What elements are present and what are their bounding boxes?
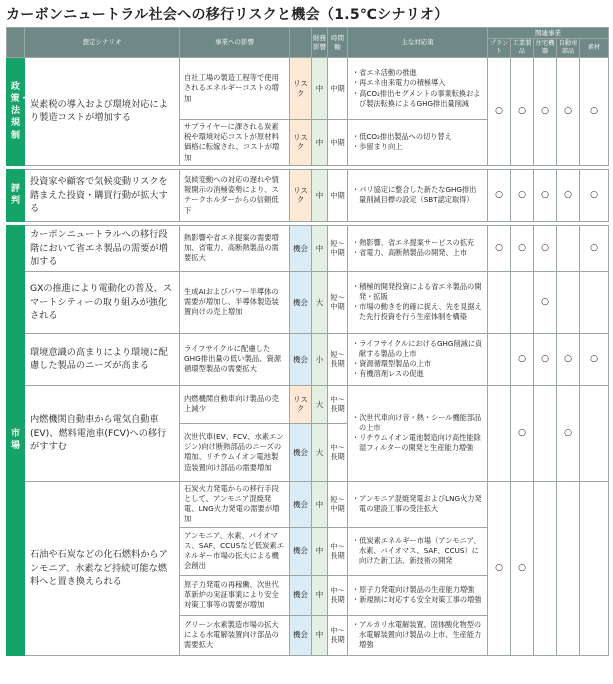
- kind-cell: リスク: [290, 385, 312, 423]
- mark: ○: [511, 169, 534, 221]
- header-jutaku: 住宅機器: [534, 39, 557, 58]
- mark-empty: [488, 271, 511, 333]
- scenario-cell: 環境意識の高まりにより環境に配慮した製品のニーズが高まる: [25, 333, 180, 385]
- kind-cell: 機会: [290, 333, 312, 385]
- kind-cell: 機会: [290, 575, 312, 615]
- table-row: [7, 333, 609, 385]
- kind-cell: 機会: [290, 271, 312, 333]
- mark: ○: [511, 481, 534, 655]
- measures-cell: ・アンモニア混焼発電およびLNG火力発電の建設工事の受注拡大: [348, 481, 488, 527]
- scenario-cell: 石油や石炭などの化石燃料からアンモニア、水素など持続可能な燃料へと置き換えられる: [25, 481, 180, 655]
- kind-cell: 機会: [290, 481, 312, 527]
- mark-empty: [534, 385, 557, 481]
- measures-cell: ・次世代車向け音・熱・シール機能部品の上市 ・リチウムイオン電池製造向け高性能除湿フィルターの開発と生産能力増強: [348, 385, 488, 481]
- term-cell: 中～長期: [328, 575, 348, 615]
- measures-cell: ・積極的開発投資による省エネ製品の開発・拡販 ・市場の動きを的確に捉え、先を見据えた先行投資を行う生産体制を構築: [348, 271, 488, 333]
- category-policy: 政策・法規制: [7, 58, 25, 166]
- table-row: [7, 58, 609, 120]
- impact-cell: 生成AIおよびパワー半導体の需要が増加し、半導体製造装置向けの売上増加: [180, 271, 290, 333]
- impact-cell: 自社工場の製造工程等で使用されるエネルギーコストの増加: [180, 58, 290, 120]
- mark: ○: [511, 333, 534, 385]
- scenario-cell: 炭素税の導入および環境対応により製造コストが増加する: [25, 58, 180, 166]
- impact-cell: 石炭火力発電からの移行手段として、アンモニア混焼発電、LNG火力発電の需要が増加: [180, 481, 290, 527]
- size-cell: 大: [312, 271, 328, 333]
- size-cell: 中: [312, 527, 328, 575]
- mark: ○: [557, 333, 580, 385]
- impact-cell: 気候変動への対応の遅れや情報開示の消極姿勢により、ステークホルダーからの信頼低下: [180, 169, 290, 221]
- impact-cell: グリーン水素製造市場の拡大による水電解装置向け部品の需要拡大: [180, 615, 290, 655]
- term-cell: 短～中期: [328, 481, 348, 527]
- mark: ○: [580, 333, 609, 385]
- header-blank: [7, 28, 25, 58]
- term-cell: 中～長期: [328, 527, 348, 575]
- size-cell: 小: [312, 333, 328, 385]
- size-cell: 中: [312, 225, 328, 271]
- mark-empty: [557, 481, 580, 655]
- mark: ○: [534, 169, 557, 221]
- impact-cell: 原子力発電の再稼働、次世代革新炉の実証事業により安全対策工事等の需要が増加: [180, 575, 290, 615]
- table-row: [7, 271, 609, 333]
- impact-cell: 熱影響や省エネ提案の需要増加、省電力、高断熱製品の需要拡大: [180, 225, 290, 271]
- kind-cell: 機会: [290, 527, 312, 575]
- mark-empty: [557, 271, 580, 333]
- mark: ○: [488, 58, 511, 166]
- impact-cell: ライフサイクルに配慮したGHG排出量の低い製品、資源循環型製品の需要拡大: [180, 333, 290, 385]
- scenario-cell: 内燃機関自動車から電気自動車(EV)、燃料電池車(FCV)への移行がすすむ: [25, 385, 180, 481]
- term-cell: 中～長期: [328, 385, 348, 423]
- mark: ○: [511, 225, 534, 271]
- size-cell: 大: [312, 385, 328, 423]
- impact-cell: サプライヤーに課される炭素税や環境対応コストが原材料価格に転嫁され、コストが増加: [180, 120, 290, 166]
- table-row: [7, 385, 609, 423]
- mark: ○: [534, 271, 557, 333]
- measures-cell: ・低炭素エネルギー市場（アンモニア、水素、バイオマス、SAF、CCUS）に向けた新工法、新技術の開発: [348, 527, 488, 575]
- mark: ○: [557, 58, 580, 166]
- size-cell: 中: [312, 615, 328, 655]
- header-sozai: 素材: [580, 39, 609, 58]
- mark: ○: [580, 58, 609, 166]
- size-cell: 大: [312, 423, 328, 481]
- term-cell: 中期: [328, 169, 348, 221]
- mark: ○: [488, 225, 511, 271]
- term-cell: 短～中期: [328, 225, 348, 271]
- table-row: [7, 169, 609, 221]
- kind-cell: リスク: [290, 58, 312, 120]
- size-cell: 中: [312, 169, 328, 221]
- mark-empty: [580, 271, 609, 333]
- header-fin: 財務影響: [312, 28, 328, 58]
- header-plant: プラント: [488, 39, 511, 58]
- mark: ○: [511, 385, 534, 481]
- header-kind: [290, 28, 312, 58]
- header-scenario: 想定シナリオ: [25, 28, 180, 58]
- page-title: カーボンニュートラル社会への移行リスクと機会（1.5℃シナリオ）: [6, 7, 449, 23]
- mark: ○: [534, 225, 557, 271]
- header-kogyo: 工業製品: [511, 39, 534, 58]
- mark-empty: [488, 333, 511, 385]
- kind-cell: 機会: [290, 423, 312, 481]
- measures-cell: ・ライフサイクルにおけるGHG削減に貢献する製品の上市 ・資源循環型製品の上市 ・有機溶剤レスの促進: [348, 333, 488, 385]
- term-cell: 中～長期: [328, 423, 348, 481]
- scenario-cell: 投資家や顧客で気候変動リスクを踏まえた投資・購買行動が拡大する: [25, 169, 180, 221]
- impact-cell: 次世代車(EV、FCV、水素エンジン)向け断熱部品のニーズの増加、リチウムイオン電池製造装置向け部品の需要増加: [180, 423, 290, 481]
- impact-cell: アンモニア、水素、バイオマス、SAF、CCUSなど低炭素エネルギー市場の拡大による機会創出: [180, 527, 290, 575]
- mark-empty: [557, 225, 580, 271]
- impact-cell: 内燃機関自動車向け製品の売上減少: [180, 385, 290, 423]
- mark: ○: [580, 225, 609, 271]
- size-cell: 中: [312, 120, 328, 166]
- mark: ○: [534, 333, 557, 385]
- measures-cell: ・熱影響、省エネ提案サービスの拡充 ・省電力、高断熱製品の開発、上市: [348, 225, 488, 271]
- term-cell: 短～長期: [328, 333, 348, 385]
- mark-empty: [534, 481, 557, 655]
- measures-cell: ・低CO₂排出製品への切り替え ・歩留まり向上: [348, 120, 488, 166]
- category-reputation: 評判: [7, 169, 25, 221]
- measures-cell: ・アルカリ水電解装置、固体酸化物型の水電解装置向け製品の上市、生産能力増強: [348, 615, 488, 655]
- mark: ○: [488, 169, 511, 221]
- category-market: 市場: [7, 225, 25, 655]
- term-cell: 中期: [328, 58, 348, 120]
- mark-empty: [511, 271, 534, 333]
- mark-empty: [580, 385, 609, 481]
- mark-empty: [580, 481, 609, 655]
- header-measures: 主な対応策: [348, 28, 488, 58]
- kind-cell: リスク: [290, 120, 312, 166]
- mark: ○: [580, 169, 609, 221]
- mark: ○: [534, 58, 557, 166]
- mark-empty: [488, 385, 511, 481]
- mark: ○: [557, 385, 580, 481]
- kind-cell: 機会: [290, 615, 312, 655]
- scenario-cell: カーボンニュートラルへの移行段階において省エネ製品の需要が増加する: [25, 225, 180, 271]
- size-cell: 中: [312, 481, 328, 527]
- mark: ○: [511, 58, 534, 166]
- table-row: [7, 481, 609, 527]
- term-cell: 中期: [328, 120, 348, 166]
- kind-cell: 機会: [290, 225, 312, 271]
- table-row: [7, 225, 609, 271]
- header-term: 時間軸: [328, 28, 348, 58]
- header-impact: 事業への影響: [180, 28, 290, 58]
- header-related: 関連事業: [488, 28, 609, 39]
- kind-cell: リスク: [290, 169, 312, 221]
- measures-cell: ・原子力発電向け製品の生産能力増強 ・新規制に対応する安全対策工事の増強: [348, 575, 488, 615]
- measures-cell: ・省エネ活動の推進 ・再エネ由来電力の積極導入 ・高CO₂排出セグメントの事業転換および製法転換によるGHG排出量削減: [348, 58, 488, 120]
- mark: ○: [557, 169, 580, 221]
- risk-opportunity-table: [6, 27, 609, 656]
- measures-cell: ・パリ協定に整合した新たなGHG排出量削減目標の設定（SBT認定取得）: [348, 169, 488, 221]
- term-cell: 短～中期: [328, 271, 348, 333]
- size-cell: 中: [312, 58, 328, 120]
- header-jidosha: 自動車部品: [557, 39, 580, 58]
- mark: ○: [488, 481, 511, 655]
- scenario-cell: GXの推進により電動化の普及、スマートシティーの取り組みが強化される: [25, 271, 180, 333]
- term-cell: 中～長期: [328, 615, 348, 655]
- size-cell: 中: [312, 575, 328, 615]
